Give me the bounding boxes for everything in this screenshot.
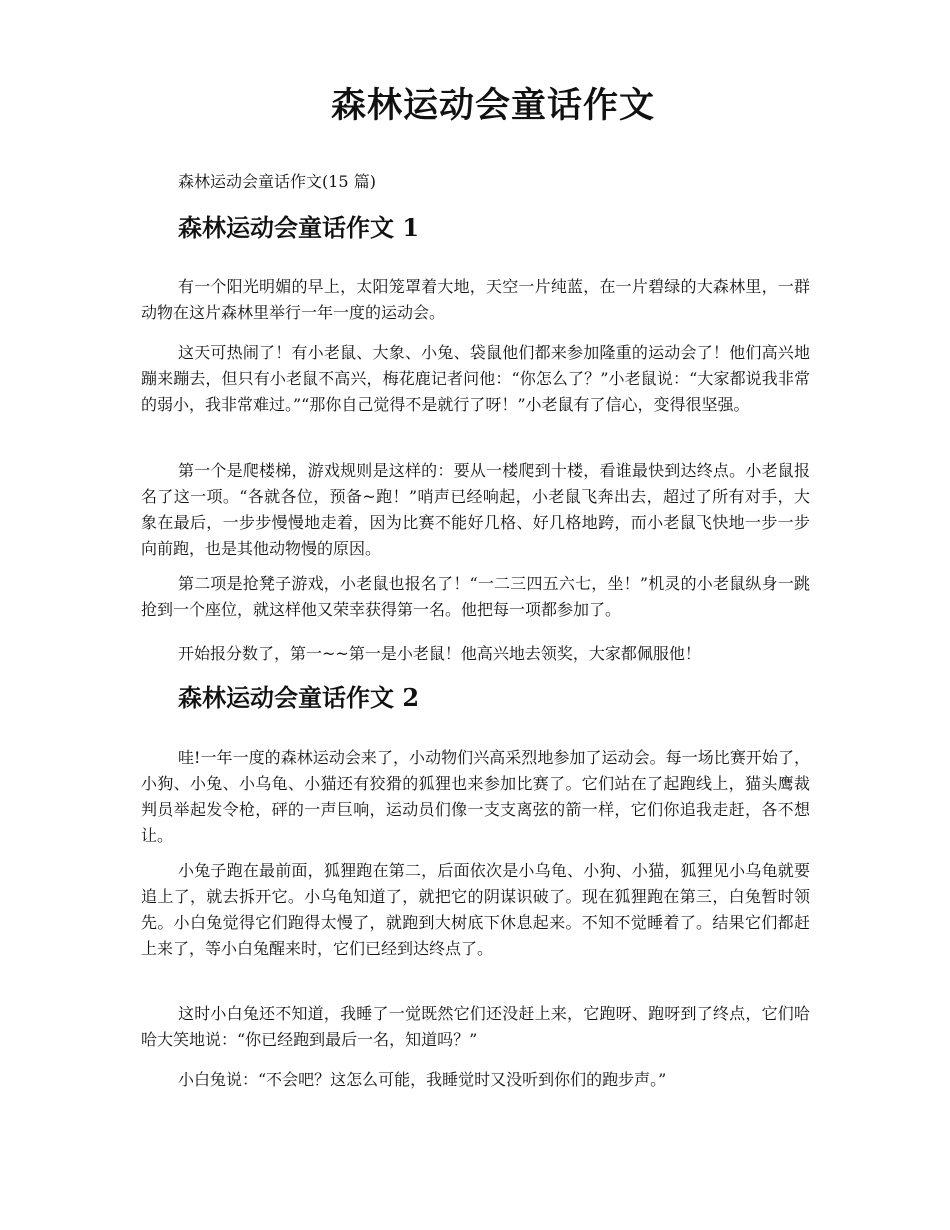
document-title: 森林运动会童话作文	[330, 85, 655, 126]
section-2-paragraph-4: 小白兔说：“不会吧？这怎么可能，我睡觉时又没听到你们的跑步声。”	[178, 1070, 667, 1089]
section-2-paragraph-3: 这时小白兔还不知道，我睡了一觉既然它们还没赶上来，它跑呀、跑呀到了终点，它们哈哈大笑地说：“你已经跑到最后一名，知道吗？”	[141, 1004, 810, 1049]
section-1-paragraph-1: 有一个阳光明媚的早上，太阳笼罩着大地，天空一片纯蓝，在一片碧绿的大森林里，一群动物在这片森林里举行一年一度的运动会。	[141, 277, 810, 322]
section-2-paragraph-1: 哇!一年一度的森林运动会来了，小动物们兴高采烈地参加了运动会。每一场比赛开始了，小狗、小兔、小乌龟、小猫还有狡猾的狐狸也来参加比赛了。它们站在了起跑线上，猫头鹰裁判员举起发令枪，砰的一声巨响，运动员们像一支支离弦的箭一样，它们你追我走赶，各不想让。	[141, 748, 810, 845]
section-heading-2: 森林运动会童话作文 2	[178, 683, 420, 712]
section-1-paragraph-2: 这天可热闹了！有小老鼠、大象、小兔、袋鼠他们都来参加隆重的运动会了！他们高兴地蹦来蹦去，但只有小老鼠不高兴，梅花鹿记者问他：“你怎么了？”小老鼠说：“大家都说我非常的弱小，我非常难过。”“那你自己觉得不是就行了呀！”小老鼠有了信心，变得很坚强。	[141, 343, 810, 414]
section-2-paragraph-2: 小兔子跑在最前面，狐狸跑在第二，后面依次是小乌龟、小狗、小猫，狐狸见小乌龟就要追上了，就去拆开它。小乌龟知道了，就把它的阴谋识破了。现在狐狸跑在第三，白兔暂时领先。小白兔觉得它们跑得太慢了，就跑到大树底下休息起来。不知不觉睡着了。结果它们都赶上来了，等小白兔醒来时，它们已经到达终点了。	[141, 861, 810, 958]
section-heading-1: 森林运动会童话作文 1	[178, 213, 420, 242]
section-1-paragraph-4: 第二项是抢凳子游戏，小老鼠也报名了！“一二三四五六七，坐！”机灵的小老鼠纵身一跳抢到一个座位，就这样他又荣幸获得第一名。他把每一项都参加了。	[141, 574, 810, 619]
section-1-paragraph-5: 开始报分数了，第一~~第一是小老鼠！他高兴地去领奖，大家都佩服他！	[178, 644, 701, 663]
section-1-paragraph-3: 第一个是爬楼梯，游戏规则是这样的：要从一楼爬到十楼，看谁最快到达终点。小老鼠报名了这一项。“各就各位，预备~跑！”哨声已经响起，小老鼠飞奔出去，超过了所有对手，大象在最后，一步步慢慢地走着，因为比赛不能好几格、好几格地跨，而小老鼠飞快地一步一步向前跑，也是其他动物慢的原因。	[141, 461, 810, 558]
document-subtitle: 森林运动会童话作文(15 篇)	[178, 172, 376, 191]
